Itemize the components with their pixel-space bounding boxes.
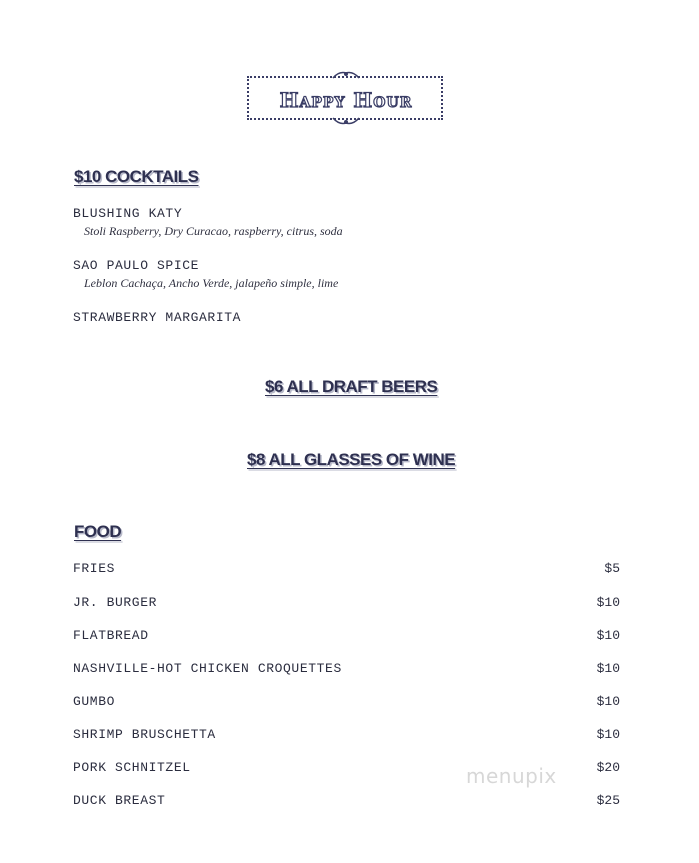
food-item-name: JR. BURGER (73, 595, 158, 610)
food-heading: FOOD (74, 522, 122, 541)
happy-hour-logo (247, 72, 445, 124)
food-item-name: NASHVILLE-HOT CHICKEN CROQUETTES (73, 661, 342, 676)
menupix-watermark: menupix (466, 764, 557, 788)
food-item-name: FRIES (73, 561, 116, 576)
cocktail-description: Leblon Cachaça, Ancho Verde, jalapeño simple, lime (84, 276, 339, 290)
cocktail-name: SAO PAULO SPICE (73, 258, 200, 273)
food-item-name: GUMBO (73, 694, 116, 709)
food-item-price: $10 (596, 661, 620, 676)
cocktail-description: Stoli Raspberry, Dry Curacao, raspberry, citrus, soda (84, 224, 343, 238)
cocktail-name: BLUSHING KATY (73, 206, 183, 221)
food-item-price: $25 (596, 793, 620, 808)
food-item-price: $10 (596, 694, 620, 709)
logo-title: Happy Hour (279, 88, 413, 112)
food-item-name: FLATBREAD (73, 628, 149, 643)
food-item-name: SHRIMP BRUSCHETTA (73, 727, 216, 742)
food-item-price: $10 (596, 628, 620, 643)
ornament-bottom-icon (331, 116, 361, 126)
wine-heading: $8 ALL GLASSES OF WINE (247, 450, 456, 469)
food-item-price: $10 (596, 595, 620, 610)
food-item-price: $5 (604, 561, 620, 576)
food-item-price: $10 (596, 727, 620, 742)
food-item-name: DUCK BREAST (73, 793, 166, 808)
cocktail-name: STRAWBERRY MARGARITA (73, 310, 242, 325)
food-item-price: $20 (596, 760, 620, 775)
cocktails-heading: $10 COCKTAILS (74, 167, 199, 186)
food-item-name: PORK SCHNITZEL (73, 760, 191, 775)
draft-beers-heading: $6 ALL DRAFT BEERS (265, 377, 438, 396)
